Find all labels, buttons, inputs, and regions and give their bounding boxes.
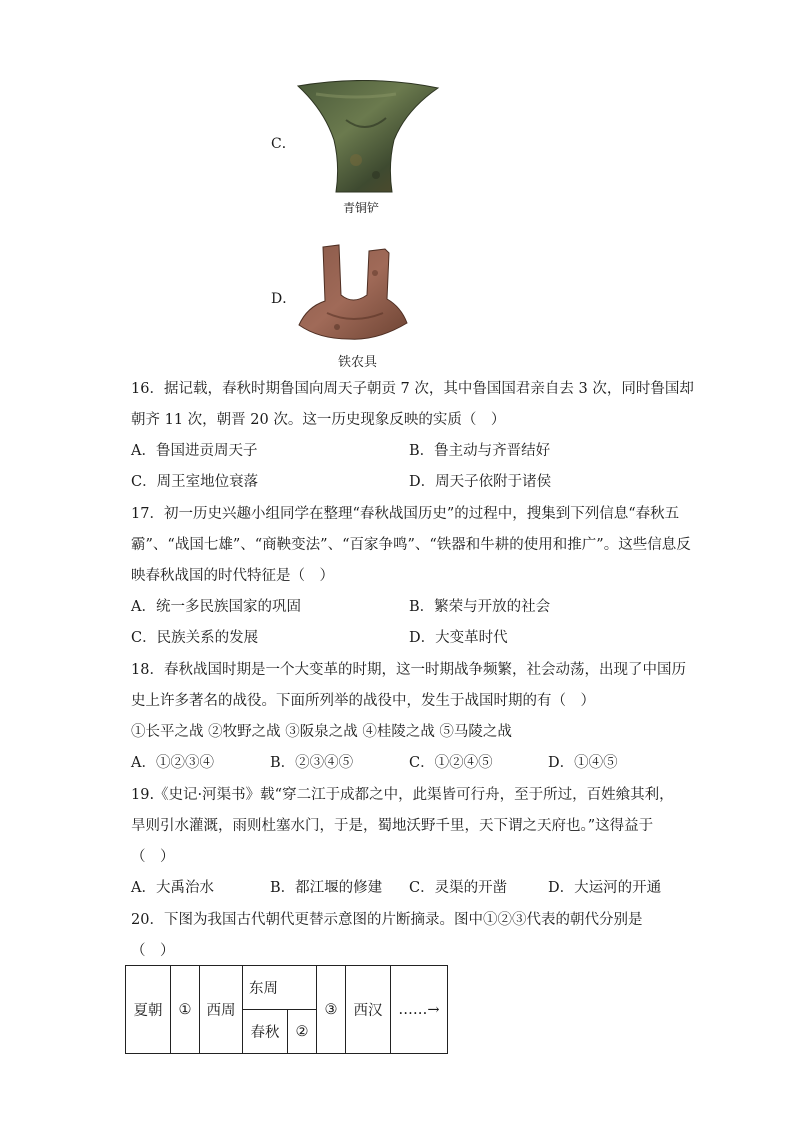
- q19-stem-line2: 旱则引水灌溉，雨则杜塞水门，于是，蜀地沃野千里，天下谓之天府也。”这得益于: [131, 818, 654, 834]
- q16-option-d: D．周天子依附于诸侯: [409, 474, 552, 490]
- option-c-label: C．: [271, 136, 296, 152]
- option-c-caption: 青铜铲: [343, 201, 380, 215]
- cell-number-2: ②: [288, 1010, 317, 1054]
- cell-continuation: ……→: [391, 966, 448, 1054]
- q18-option-c: C．①②④⑤: [409, 755, 493, 771]
- q18-option-d: D．①④⑤: [548, 755, 618, 771]
- option-d-label: D．: [271, 291, 297, 307]
- q16-option-c: C．周王室地位衰落: [131, 474, 259, 490]
- q17-option-d: D．大变革时代: [409, 630, 508, 646]
- cell-dongzhou: 东周: [243, 966, 317, 1010]
- q17-option-c: C．民族关系的发展: [131, 630, 259, 646]
- q20-stem-line1: 20．下图为我国古代朝代更替示意图的片断摘录。图中①②③代表的朝代分别是: [131, 912, 643, 928]
- cell-number-1: ①: [171, 966, 200, 1054]
- q19-option-d: D．大运河的开通: [548, 880, 662, 896]
- q16-stem-line2: 朝齐 11 次，朝晋 20 次。这一历史现象反映的实质（ ）: [131, 412, 506, 428]
- iron-farm-tool-image: [297, 243, 409, 343]
- option-d-caption: 铁农具: [338, 355, 378, 370]
- cell-xizhou: 西周: [200, 966, 243, 1054]
- q18-battle-list: ①长平之战 ②牧野之战 ③阪泉之战 ④桂陵之战 ⑤马陵之战: [131, 724, 512, 740]
- q18-stem-line2: 史上许多著名的战役。下面所列举的战役中，发生于战国时期的有（ ）: [131, 693, 595, 709]
- q20-stem-line2: （ ）: [131, 943, 175, 959]
- q17-option-a: A．统一多民族国家的巩固: [131, 599, 301, 615]
- q19-option-b: B．都江堰的修建: [270, 880, 383, 896]
- cell-chunqiu: 春秋: [243, 1010, 288, 1054]
- q16-option-b: B．鲁主动与齐晋结好: [409, 443, 551, 459]
- cell-xia: 夏朝: [126, 966, 171, 1054]
- q19-stem-line3: （ ）: [131, 849, 175, 865]
- q19-option-c: C．灵渠的开凿: [409, 880, 508, 896]
- q17-option-b: B．繁荣与开放的社会: [409, 599, 551, 615]
- q19-stem-line1: 19.《史记·河渠书》载“穿二江于成都之中，此渠皆可行舟，至于所过，百姓飨其利，: [131, 787, 674, 803]
- cell-xihan: 西汉: [346, 966, 391, 1054]
- q18-option-a: A．①②③④: [131, 755, 214, 771]
- q17-stem-line1: 17．初一历史兴趣小组同学在整理“春秋战国历史”的过程中，搜集到下列信息“春秋五: [131, 506, 680, 522]
- bronze-spade-image: [296, 80, 441, 195]
- q18-stem-line1: 18．春秋战国时期是一个大变革的时期，这一时期战争频繁，社会动荡，出现了中国历: [131, 662, 686, 678]
- q18-option-b: B．②③④⑤: [270, 755, 354, 771]
- q17-stem-line2: 霸”、“战国七雄”、“商鞅变法”、“百家争鸣”、“铁器和牛耕的使用和推广”。这些信息反: [131, 537, 691, 553]
- q19-option-a: A．大禹治水: [131, 880, 214, 896]
- q16-option-a: A．鲁国进贡周天子: [131, 443, 258, 459]
- cell-number-3: ③: [317, 966, 346, 1054]
- q16-stem-line1: 16．据记载，春秋时期鲁国向周天子朝贡 7 次，其中鲁国国君亲自去 3 次，同时鲁国却: [131, 381, 694, 397]
- dynasty-sequence-table: [125, 965, 448, 1054]
- q17-stem-line3: 映春秋战国的时代特征是（ ）: [131, 568, 334, 584]
